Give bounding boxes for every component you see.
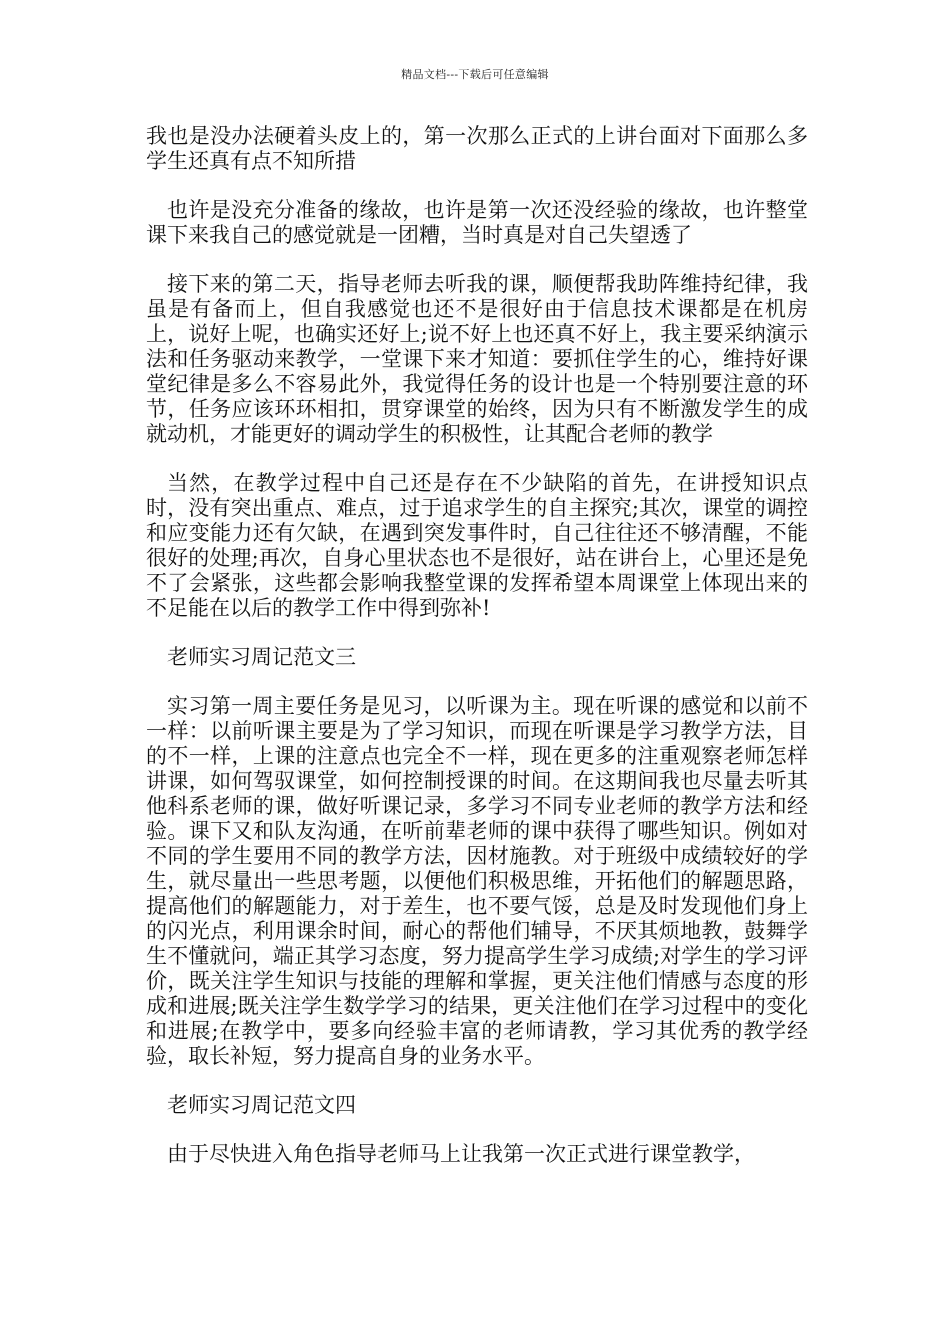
document-body [146, 124, 808, 1191]
paragraph-2: 也许是没充分准备的缘故，也许是第一次还没经验的缘故，也许整堂课下来我自己的感觉就是一团糟，当时真是对自己失望透了 [146, 198, 808, 247]
section-heading-3: 老师实习周记范文三 [167, 645, 356, 669]
page-header: 精品文档---下载后可任意编辑 [401, 68, 549, 81]
paragraph-6: 由于尽快进入角色指导老师马上让我第一次正式进行课堂教学， [167, 1142, 755, 1166]
paragraph-1: 我也是没办法硬着头皮上的，第一次那么正式的上讲台面对下面那么多学生还真有点不知所措 [146, 124, 808, 173]
paragraph-3: 接下来的第二天，指导老师去听我的课，顺便帮我助阵维持纪律，我虽是有备而上，但自我感觉也还不是很好由于信息技术课都是在机房上，说好上呢，也确实还好上;说不好上也还真不好上，我主要采纳演示法和任务驱动来教学，一堂课下来才知道：要抓住学生的心，维持好课堂纪律是多么不容易此外，我觉得任务的设计也是一个特别要注意的环节，任务应该环环相扣，贯穿课堂的始终，因为只有不断激发学生的成就动机，才能更好的调动学生的积极性，让其配合老师的教学 [146, 272, 808, 446]
paragraph-4: 当然，在教学过程中自己还是存在不少缺陷的首先，在讲授知识点时，没有突出重点、难点，过于追求学生的自主探究;其次，课堂的调控和应变能力还有欠缺，在遇到突发事件时，自己往往还不够清醒，不能很好的处理;再次，自身心里状态也不是很好，站在讲台上，心里还是免不了会紧张，这些都会影响我整堂课的发挥希望本周课堂上体现出来的不足能在以后的教学工作中得到弥补! [146, 471, 808, 620]
paragraph-5: 实习第一周主要任务是见习，以听课为主。现在听课的感觉和以前不一样：以前听课主要是为了学习知识，而现在听课是学习教学方法，目的不一样，上课的注意点也完全不一样，现在更多的注重观察老师怎样讲课，如何驾驭课堂，如何控制授课的时间。在这期间我也尽量去听其他科系老师的课，做好听课记录，多学习不同专业老师的教学方法和经验。课下又和队友沟通，在听前辈老师的课中获得了哪些知识。例如对不同的学生要用不同的教学方法，因材施教。对于班级中成绩较好的学生，就尽量出一些思考题，以便他们积极思维，开拓他们的解题思路，提高他们的解题能力，对于差生，也不要气馁，总是及时发现他们身上的闪光点，利用课余时间，耐心的帮他们辅导，不厌其烦地教，鼓舞学生不懂就问，端正其学习态度，努力提高学生学习成绩;对学生的学习评价，既关注学生知识与技能的理解和掌握，更关注他们情感与态度的形成和进展;既关注学生数学学习的结果，更关注他们在学习过程中的变化和进展;在教学中，要多向经验丰富的老师请教，学习其优秀的教学经验，取长补短，努力提高自身的业务水平。 [146, 694, 808, 1068]
section-heading-4: 老师实习周记范文四 [167, 1093, 356, 1117]
